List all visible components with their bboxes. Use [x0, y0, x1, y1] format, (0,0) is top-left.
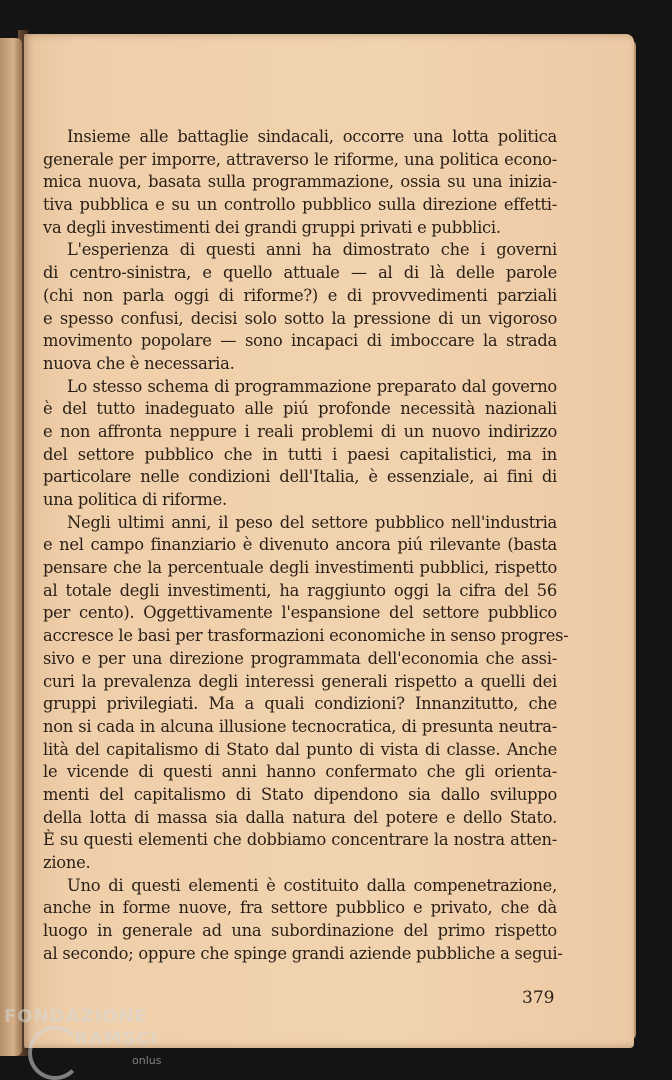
text-line: zione.: [43, 853, 91, 872]
fondazione-gramsci-watermark: [4, 1006, 194, 1076]
text-line: Insieme alle battaglie sindacali, occorre una lotta politica: [67, 127, 557, 146]
text-line: Negli ultimi anni, il peso del settore pubblico nell'industria: [67, 512, 557, 532]
text-line: movimento popolare — sono incapaci di imboccare la strada: [43, 331, 557, 351]
text-line: al secondo; oppure che spinge grandi aziende pubbliche a segui-: [43, 943, 563, 963]
text-line: va degli investimenti dei grandi gruppi privati e pubblici.: [43, 217, 501, 237]
text-line: gruppi privilegiati. Ma a quali condizioni? Innanzitutto, che: [43, 694, 557, 714]
text-line: è del tutto inadeguato alle piú profonde necessità nazionali: [43, 399, 557, 419]
text-line: L'esperienza di questi anni ha dimostrato che i governi: [67, 240, 557, 260]
text-line: della lotta di massa sia dalla natura del potere e dello Stato.: [43, 807, 557, 827]
page-number: 379: [522, 988, 555, 1008]
left-page-edge: [0, 38, 22, 1056]
text-line: pensare che la percentuale degli investimenti pubblici, rispetto: [43, 558, 557, 578]
text-line: (chi non parla oggi di riforme?) e di provvedimenti parziali: [43, 285, 557, 305]
text-line: luogo in generale ad una subordinazione del primo rispetto: [43, 921, 557, 941]
text-line: sivo e per una direzione programmata dell'economia che assi-: [43, 648, 557, 668]
text-line: nuova che è necessaria.: [43, 353, 235, 373]
text-line: Uno di questi elementi è costituito dalla compenetrazione,: [67, 875, 557, 895]
text-line: menti del capitalismo di Stato dipendono sia dallo sviluppo: [43, 784, 557, 804]
text-line: al totale degli investimenti, ha raggiunto oggi la cifra del 56: [43, 580, 557, 600]
text-line: le vicende di questi anni hanno confermato che gli orienta-: [43, 762, 557, 782]
watermark-subtitle: RAMSCI: [74, 1028, 159, 1049]
text-line: curi la prevalenza degli interessi generali rispetto a quelli dei: [43, 671, 557, 691]
text-line: e non affronta neppure i reali problemi di un nuovo indirizzo: [43, 421, 557, 441]
text-line: tiva pubblica e su un controllo pubblico sulla direzione effetti-: [43, 195, 557, 215]
text-line: per cento). Oggettivamente l'espansione del settore pubblico: [43, 603, 557, 623]
text-line: generale per imporre, attraverso le riforme, una politica econo-: [43, 149, 557, 169]
text-line: Lo stesso schema di programmazione preparato dal governo: [67, 376, 557, 396]
text-line: e nel campo finanziario è divenuto ancora piú rilevante (basta: [43, 535, 557, 555]
text-line: di centro-sinistra, e quello attuale — al di là delle parole: [43, 263, 557, 283]
text-line: accresce le basi per trasformazioni economiche in senso progres-: [43, 626, 569, 646]
text-line: e spesso confusi, decisi solo sotto la pressione di un vigoroso: [43, 308, 557, 328]
text-line: del settore pubblico che in tutti i paesi capitalistici, ma in: [43, 444, 557, 464]
watermark-title: FONDAZIONE: [4, 1006, 148, 1027]
text-line: una politica di riforme.: [43, 490, 227, 509]
text-line: non si cada in alcuna illusione tecnocratica, di presunta neutra-: [43, 716, 557, 736]
text-line: lità del capitalismo di Stato dal punto di vista di classe. Anche: [43, 739, 557, 759]
body-text: [43, 126, 569, 965]
text-line: particolare nelle condizioni dell'Italia, è essenziale, ai fini di: [43, 467, 557, 487]
watermark-tag: onlus: [132, 1054, 162, 1067]
text-line: mica nuova, basata sulla programmazione, ossia su una inizia-: [43, 172, 557, 192]
text-line: anche in forme nuove, fra settore pubblico e privato, che dà: [43, 898, 557, 918]
text-line: È su questi elementi che dobbiamo concentrare la nostra atten-: [43, 830, 557, 850]
